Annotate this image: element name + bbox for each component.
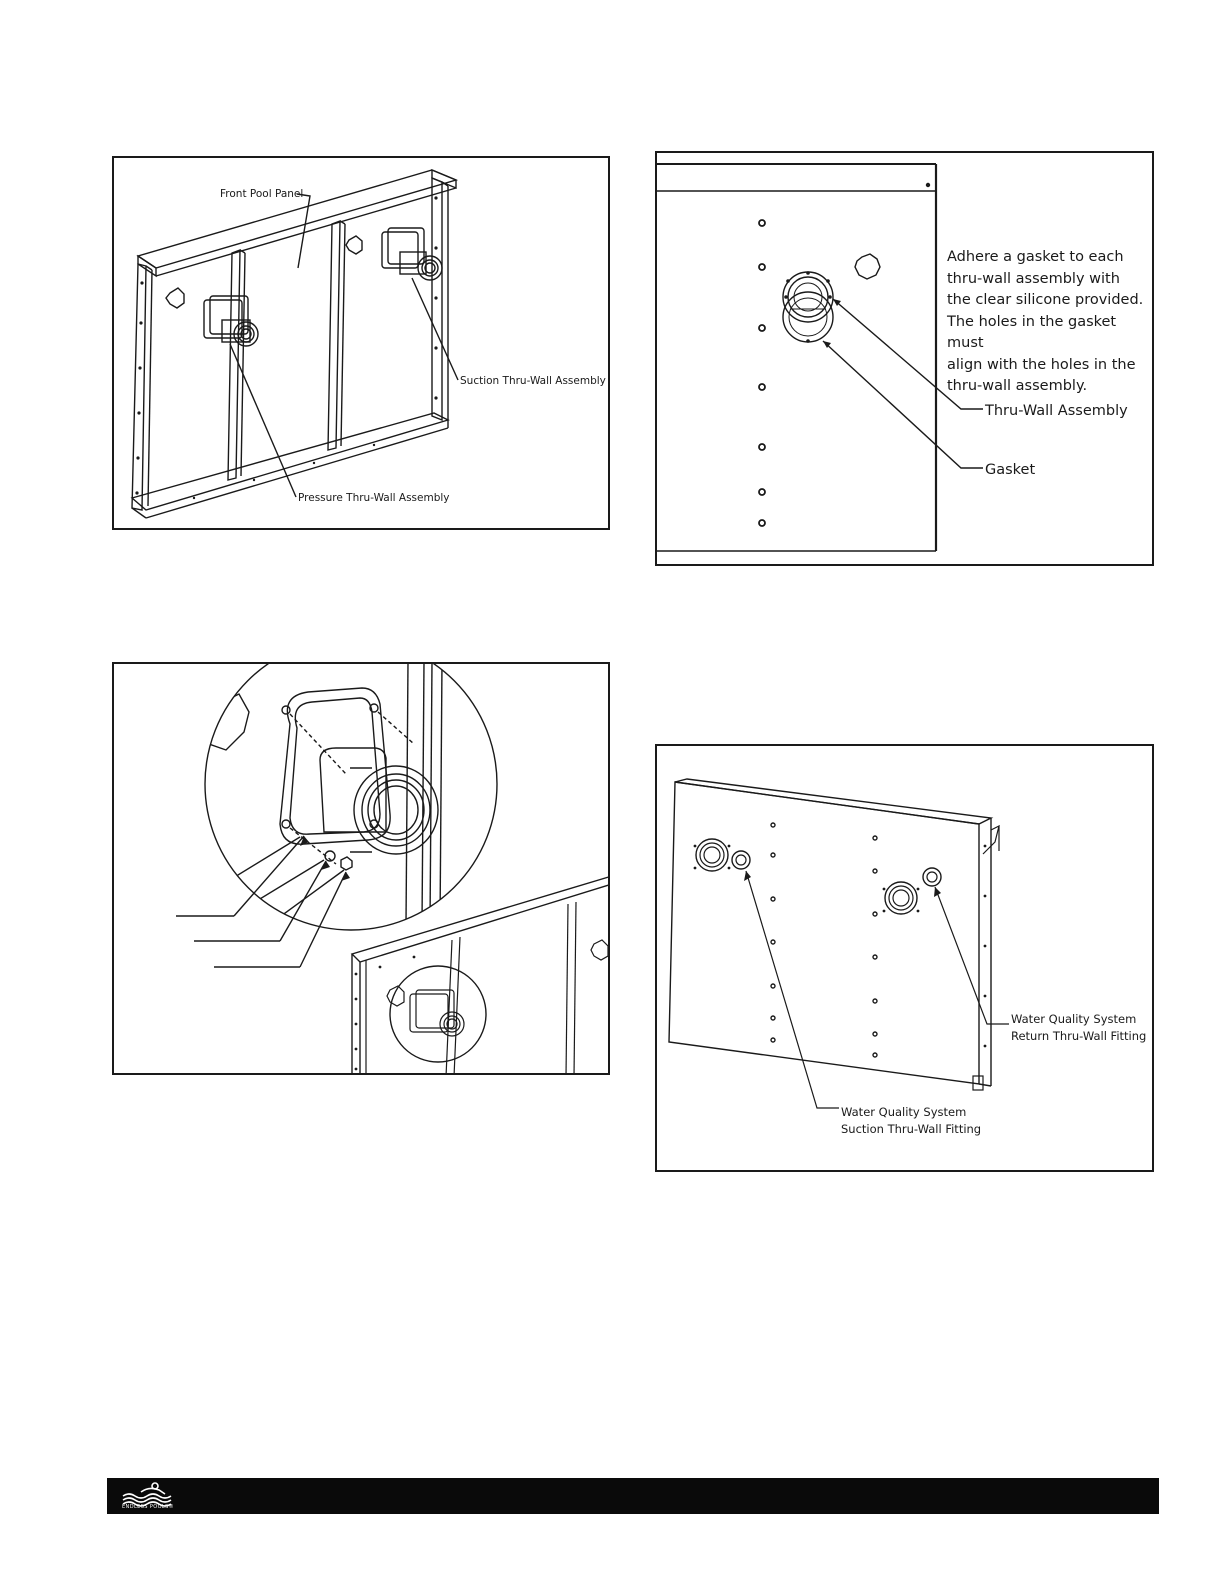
pressure-thru-wall-label: Pressure Thru-Wall Assembly (298, 492, 450, 504)
suction-fitting-label-1: Water Quality System (841, 1105, 967, 1119)
footer-logo-text: ENDLESS POOLS® (122, 1504, 175, 1510)
return-fitting-label-1: Water Quality System (1011, 1012, 1137, 1026)
return-fitting-label-2: Return Thru-Wall Fitting (1011, 1029, 1147, 1043)
water-quality-drawing (657, 746, 1154, 1172)
front-pool-panel-drawing (114, 158, 610, 530)
gasket-instruction-text (947, 247, 1152, 398)
figure-mounting-detail (112, 662, 610, 1075)
suction-fitting-label-2: Suction Thru-Wall Fitting (841, 1122, 982, 1136)
instruction-line: The holes in the gasket must (947, 313, 1117, 351)
instruction-line: thru-wall assembly with (947, 270, 1120, 287)
thru-wall-assembly-label: Thru-Wall Assembly (985, 403, 1128, 419)
gasket-label: Gasket (985, 462, 1036, 478)
mounting-detail-drawing (114, 664, 610, 1075)
figure-front-pool-panel (112, 156, 610, 530)
instruction-line: the clear silicone provided. (947, 292, 1144, 308)
swimmer-waves-logo-icon (123, 1483, 171, 1506)
footer-bar (107, 1478, 1159, 1514)
instruction-line: align with the holes in the (947, 356, 1136, 373)
instruction-line: Adhere a gasket to each (947, 249, 1124, 265)
figure-water-quality (655, 744, 1154, 1172)
suction-thru-wall-label: Suction Thru-Wall Assembly (460, 375, 606, 387)
instruction-line: thru-wall assembly. (947, 378, 1088, 394)
figure-gasket (655, 151, 1154, 566)
front-pool-panel-label: Front Pool Panel (220, 188, 304, 200)
